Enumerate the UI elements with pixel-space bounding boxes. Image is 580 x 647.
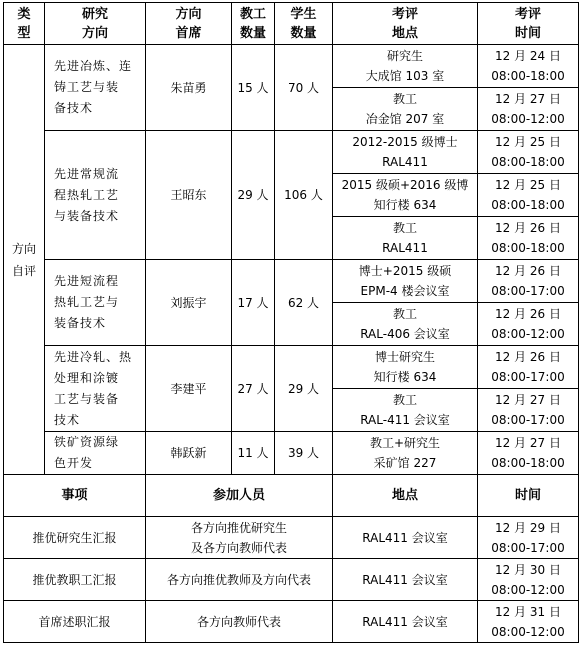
- student-count: 106 人: [275, 131, 333, 260]
- table-row: [4, 432, 579, 475]
- header-student-count: 学生 数量: [275, 3, 333, 45]
- eval-time: 12 月 27 日 08:00-12:00: [478, 88, 579, 131]
- table-row: [4, 260, 579, 303]
- eval-place: 博士研究生 知行楼 634: [333, 346, 478, 389]
- student-count: 29 人: [275, 346, 333, 432]
- event-place: RAL411 会议室: [333, 517, 478, 559]
- student-count: 39 人: [275, 432, 333, 475]
- eval-place: 教工 RAL-411 会议室: [333, 389, 478, 432]
- eval-time: 12 月 27 日 08:00-18:00: [478, 432, 579, 475]
- staff-count: 27 人: [232, 346, 275, 432]
- events-header-people: 参加人员: [146, 475, 333, 517]
- events-header-item: 事项: [4, 475, 146, 517]
- direction-name: 先进冷轧、热 处理和涂镀 工艺与装备 技术: [45, 346, 146, 432]
- header-eval-time: 考评 时间: [478, 3, 579, 45]
- eval-place: 教工 RAL411: [333, 217, 478, 260]
- eval-place: 博士+2015 级硕 EPM-4 楼会议室: [333, 260, 478, 303]
- eval-time: 12 月 26 日 08:00-17:00: [478, 260, 579, 303]
- table-row: [4, 131, 579, 174]
- event-item: 首席述职汇报: [4, 601, 146, 643]
- direction-name: 先进冶炼、连 铸工艺与装 备技术: [45, 45, 146, 131]
- staff-count: 15 人: [232, 45, 275, 131]
- direction-name: 铁矿资源绿 色开发: [45, 432, 146, 475]
- event-item: 推优教职工汇报: [4, 559, 146, 601]
- eval-place: 2015 级硕+2016 级博 知行楼 634: [333, 174, 478, 217]
- direction-chief: 李建平: [146, 346, 232, 432]
- direction-name: 先进常规流 程热轧工艺 与装备技术: [45, 131, 146, 260]
- table-row: [4, 346, 579, 389]
- direction-chief: 朱苗勇: [146, 45, 232, 131]
- eval-place: 研究生 大成馆 103 室: [333, 45, 478, 88]
- header-row: [4, 3, 579, 45]
- student-count: 70 人: [275, 45, 333, 131]
- event-row: [4, 601, 579, 643]
- header-eval-place: 考评 地点: [333, 3, 478, 45]
- eval-time: 12 月 26 日 08:00-18:00: [478, 217, 579, 260]
- direction-chief: 韩跃新: [146, 432, 232, 475]
- header-staff-count: 教工 数量: [232, 3, 275, 45]
- student-count: 62 人: [275, 260, 333, 346]
- event-time: 12 月 31 日 08:00-12:00: [478, 601, 579, 643]
- header-chief: 方向 首席: [146, 3, 232, 45]
- eval-place: 教工+研究生 采矿馆 227: [333, 432, 478, 475]
- event-row: [4, 517, 579, 559]
- type-cell: 方向 自评: [4, 45, 45, 475]
- direction-name: 先进短流程 热轧工艺与 装备技术: [45, 260, 146, 346]
- events-header-row: [4, 475, 579, 517]
- direction-chief: 刘振宇: [146, 260, 232, 346]
- eval-time: 12 月 26 日 08:00-17:00: [478, 346, 579, 389]
- event-item: 推优研究生汇报: [4, 517, 146, 559]
- event-people: 各方向推优研究生 及各方向教师代表: [146, 517, 333, 559]
- eval-time: 12 月 25 日 08:00-18:00: [478, 131, 579, 174]
- event-people: 各方向推优教师及方向代表: [146, 559, 333, 601]
- table-row: [4, 45, 579, 88]
- eval-time: 12 月 26 日 08:00-12:00: [478, 303, 579, 346]
- event-time: 12 月 29 日 08:00-17:00: [478, 517, 579, 559]
- event-place: RAL411 会议室: [333, 559, 478, 601]
- eval-place: 教工 RAL-406 会议室: [333, 303, 478, 346]
- event-place: RAL411 会议室: [333, 601, 478, 643]
- event-people: 各方向教师代表: [146, 601, 333, 643]
- event-row: [4, 559, 579, 601]
- events-header-place: 地点: [333, 475, 478, 517]
- header-direction: 研究 方向: [45, 3, 146, 45]
- header-type: 类 型: [4, 3, 45, 45]
- events-header-time: 时间: [478, 475, 579, 517]
- eval-place: 2012-2015 级博士 RAL411: [333, 131, 478, 174]
- direction-chief: 王昭东: [146, 131, 232, 260]
- eval-place: 教工 冶金馆 207 室: [333, 88, 478, 131]
- staff-count: 29 人: [232, 131, 275, 260]
- staff-count: 17 人: [232, 260, 275, 346]
- schedule-table: [3, 2, 579, 643]
- eval-time: 12 月 27 日 08:00-17:00: [478, 389, 579, 432]
- staff-count: 11 人: [232, 432, 275, 475]
- eval-time: 12 月 24 日 08:00-18:00: [478, 45, 579, 88]
- eval-time: 12 月 25 日 08:00-18:00: [478, 174, 579, 217]
- event-time: 12 月 30 日 08:00-12:00: [478, 559, 579, 601]
